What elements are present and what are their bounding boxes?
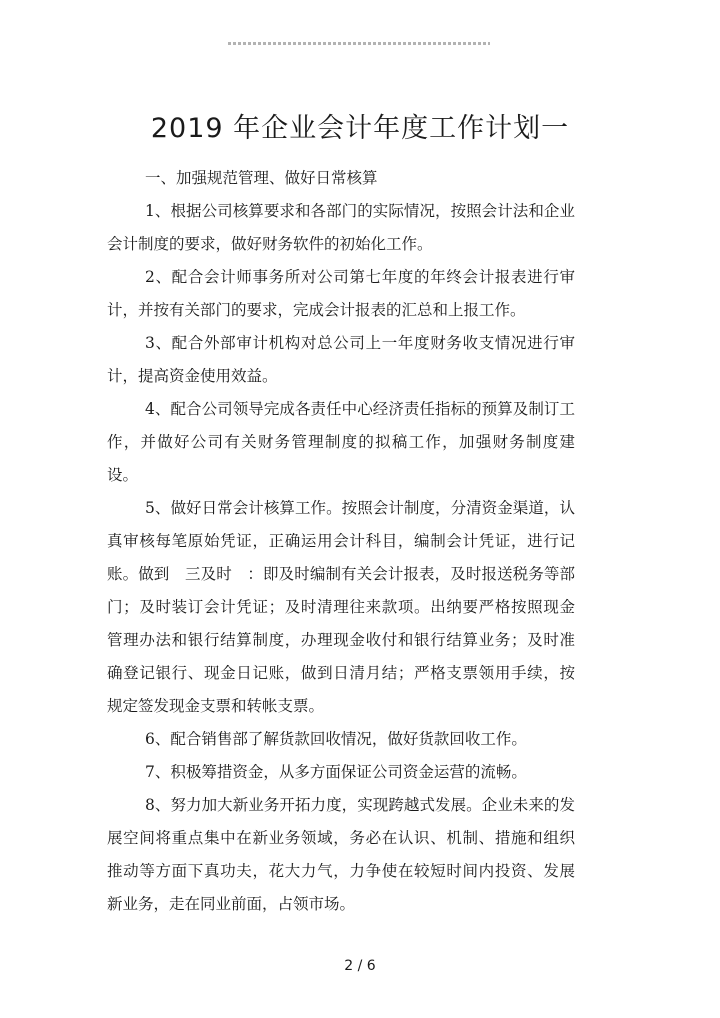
paragraph-item-1 (107, 195, 575, 261)
paragraph-line: 规定签发现金支票和转帐支票。 (107, 697, 325, 715)
paragraph-line: 确登记银行、现金日记账，做到日清月结；严格支票领用手续，按 (107, 664, 575, 682)
paragraph-item-5 (107, 492, 575, 723)
paragraph-line: 计，并按有关部门的要求，完成会计报表的汇总和上报工作。 (107, 301, 526, 319)
paragraph-line: 账。做到 三及时 ：即及时编制有关会计报表，及时报送税务等部 (107, 565, 575, 583)
paragraph-item-7 (107, 756, 575, 789)
header-strip (228, 42, 490, 45)
paragraph-line: 门；及时装订会计凭证；及时清理往来款项。出纳要严格按照现金 (107, 598, 575, 616)
paragraph-line: 8、努力加大新业务开拓力度，实现跨越式发展。企业未来的发 (145, 796, 575, 814)
paragraph-line: 会计制度的要求，做好财务软件的初始化工作。 (107, 235, 433, 253)
paragraph-line: 真审核每笔原始凭证，正确运用会计科目，编制会计凭证，进行记 (107, 532, 575, 550)
paragraph-item-8 (107, 789, 575, 921)
paragraph-line: 1、根据公司核算要求和各部门的实际情况，按照会计法和企业 (145, 202, 575, 220)
paragraph-line: 7、积极筹措资金，从多方面保证公司资金运营的流畅。 (145, 763, 527, 781)
paragraph-line: 2、配合会计师事务所对公司第七年度的年终会计报表进行审 (145, 268, 575, 286)
paragraph-line: 推动等方面下真功夫，花大力气，力争使在较短时间内投资、发展 (107, 862, 575, 880)
paragraph-line: 5、做好日常会计核算工作。按照会计制度，分清资金渠道，认 (145, 499, 575, 517)
paragraph-line: 6、配合销售部了解货款回收情况，做好货款回收工作。 (145, 730, 527, 748)
paragraph-line: 计，提高资金使用效益。 (107, 367, 278, 385)
page-number: 2 / 6 (344, 958, 376, 974)
document-body (107, 162, 575, 921)
paragraph-line: 3、配合外部审计机构对总公司上一年度财务收支情况进行审 (145, 334, 575, 352)
document-title: 2019 年企业会计年度工作计划一 (150, 113, 570, 145)
paragraph-item-2 (107, 261, 575, 327)
paragraph-item-6 (107, 723, 575, 756)
paragraph-line: 管理办法和银行结算制度，办理现金收付和银行结算业务；及时准 (107, 631, 575, 649)
paragraph-item-3 (107, 327, 575, 393)
section-heading: 一、加强规范管理、做好日常核算 (145, 169, 378, 187)
paragraph-line: 新业务，走在同业前面，占领市场。 (107, 895, 356, 913)
paragraph-line: 展空间将重点集中在新业务领域，务必在认识、机制、措施和组织 (107, 829, 575, 847)
paragraph-line: 设。 (107, 466, 139, 484)
paragraph-line: 4、配合公司领导完成各责任中心经济责任指标的预算及制订工 (145, 400, 575, 418)
paragraph-line: 作，并做好公司有关财务管理制度的拟稿工作，加强财务制度建 (107, 433, 575, 451)
paragraph-item-4 (107, 393, 575, 492)
item-list (107, 195, 575, 921)
